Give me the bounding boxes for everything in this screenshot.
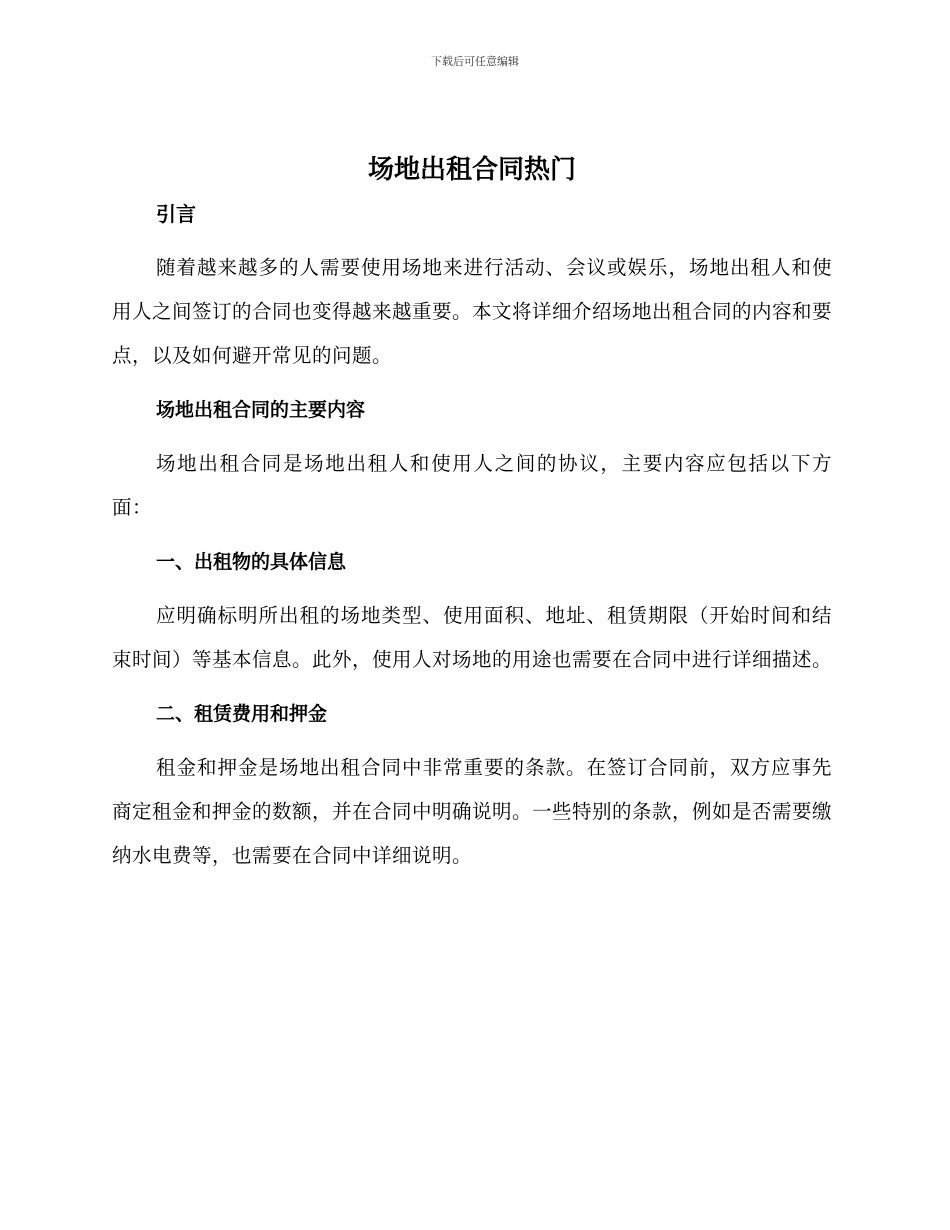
spacer bbox=[112, 236, 832, 246]
paragraph-rental-info: 应明确标明所出租的场地类型、使用面积、地址、租赁期限（开始时间和结束时间）等基本信息。此外，使用人对场地的用途也需要在合同中进行详细描述。 bbox=[112, 604, 833, 671]
paragraph-intro: 随着越来越多的人需要使用场地来进行活动、会议或娱乐，场地出租人和使用人之间签订的合同也变得越来越重要。本文将详细介绍场地出租合同的内容和要点，以及如何避开常见的问题。 bbox=[112, 256, 833, 367]
paragraph-main-content: 场地出租合同是场地出租人和使用人之间的协议，主要内容应包括以下方面： bbox=[112, 452, 832, 519]
spacer bbox=[112, 432, 832, 442]
spacer bbox=[112, 584, 832, 594]
section-heading-intro: 引言 bbox=[156, 202, 196, 226]
spacer bbox=[112, 682, 832, 692]
section-heading-main-content: 场地出租合同的主要内容 bbox=[156, 399, 366, 421]
header-note: 下载后可任意编辑 bbox=[431, 55, 519, 68]
section-heading-fees-deposit: 二、租赁费用和押金 bbox=[156, 703, 328, 725]
document-title: 场地出租合同热门 bbox=[367, 155, 576, 185]
paragraph-fees-deposit: 租金和押金是场地出租合同中非常重要的条款。在签订合同前，双方应事先商定租金和押金的数额，并在合同中明确说明。一些特别的条款，例如是否需要缴纳水电费等，也需要在合同中详细说明。 bbox=[112, 756, 833, 867]
document-body bbox=[112, 148, 832, 878]
spacer bbox=[112, 378, 832, 388]
spacer bbox=[112, 736, 832, 746]
spacer bbox=[112, 530, 832, 540]
section-heading-rental-info: 一、出租物的具体信息 bbox=[156, 551, 347, 573]
